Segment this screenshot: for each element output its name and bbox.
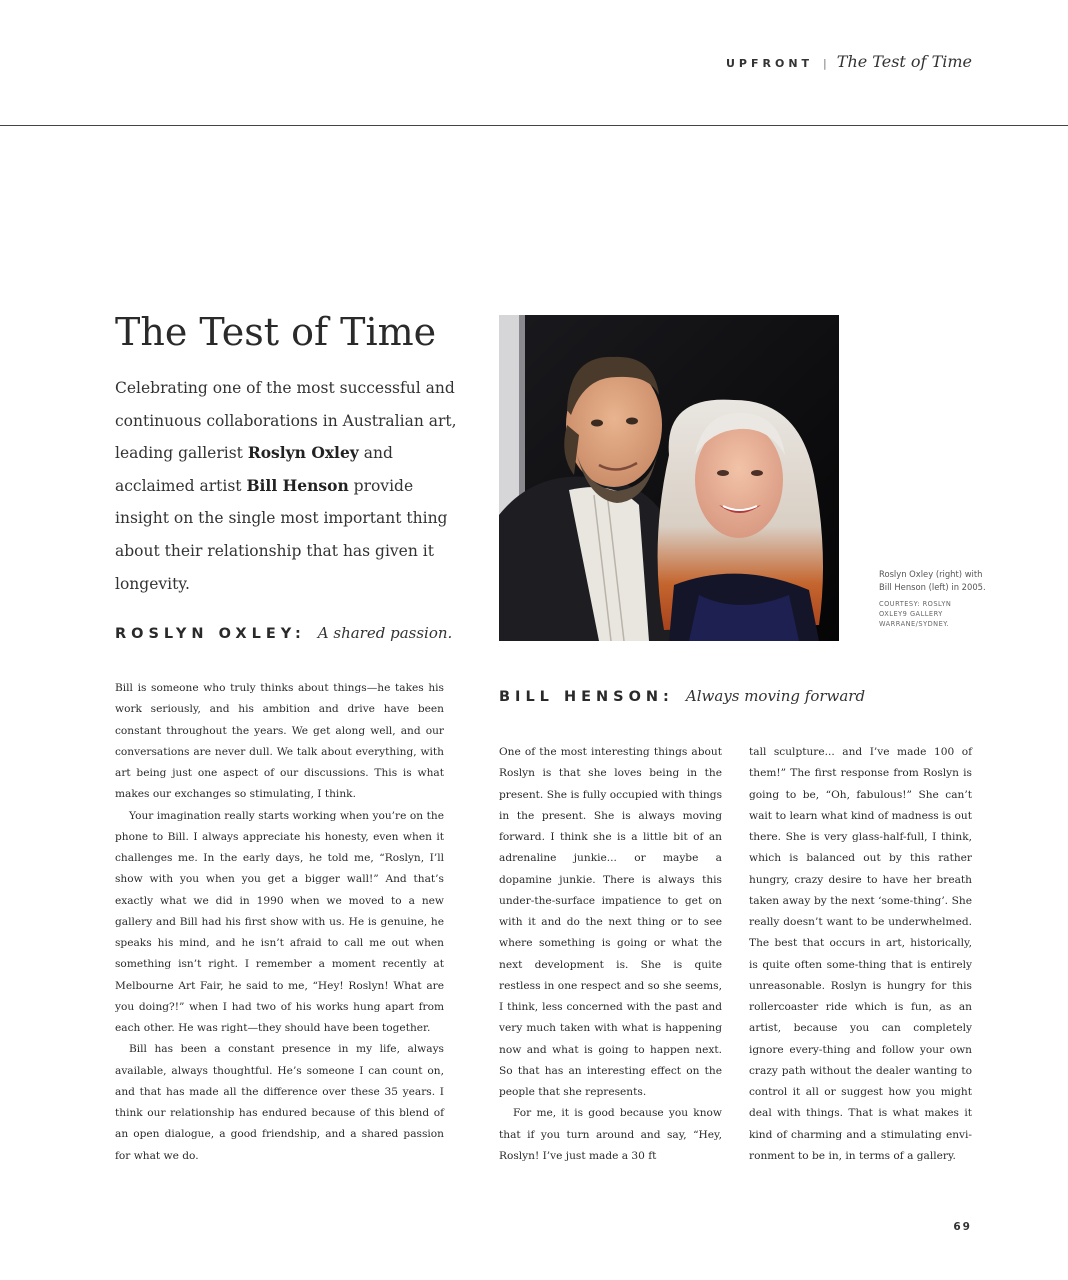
standfirst-name-bill: Bill Henson (246, 475, 349, 495)
article-title: The Test of Time (115, 310, 437, 354)
roslyn-paragraph-2: Your imagination really starts working when you’re on the phone to Bill. I always appreciate his honesty, even when it challenges me. In the early days, he told me, “Roslyn, I’ll show with you when you get a bigger wall!” And that’s exactly what we did in 1990 when we moved to a new gallery and Bill had his first show with us. He is genuine, he speaks his mind, and he isn’t afraid to call me out when something isn’t right. I remember a moment recently at Melbourne Art Fair, he said to me, “Hey! Roslyn! What are you doing?!” when I had two of his works hung apart from each other. He was right—they should have been together. (115, 809, 444, 1034)
roslyn-subhead-name: ROSLYN OXLEY: (115, 626, 306, 642)
photo-caption-text: Roslyn Oxley (right) with Bill Henson (left) in 2005. (879, 569, 986, 592)
standfirst-text-3: provide insight on the single most important thing about their relationship that has given it longevity. (115, 476, 448, 593)
photo-caption (879, 568, 989, 629)
bill-paragraph-1: One of the most interesting things about Roslyn is that she loves being in the present. She is fully occupied with things in the present. She is always moving forward. I think she is a little bit of an adrenaline junkie... or maybe a dopamine junkie. There is always this under-the-surface impatience to get on with it and do the next thing or to see where something is going or what the next development is. She is quite restless in one respect and so she seems, I think, less concerned with the past and very much taken with what is happening now and what is going to happen next. So that has an interesting effect on the people that she represents. (499, 746, 722, 1098)
bill-paragraph-2-continued: tall sculpture... and I’ve made 100 of them!” The first response from Roslyn is going to be, “Oh, fabulous!” She can’t wait to learn what kind of madness is out there. She is very glass-half-full, I think, which is balanced out by this rather hungry, crazy desire to have her breath taken away by the next ‘some-thing’. She really doesn’t want to be underwhelmed. The best that occurs in art, historically, is quite often some-thing that is entirely unreasonable. Roslyn is hungry for this rollercoaster ride which is fun, as an artist, because you can completely ignore every-thing and follow your own crazy path without the dealer wanting to control it all or suggest how you might deal with things. That is what makes it kind of charming and a stimulating envi-ronment to be in, in terms of a gallery. (749, 746, 972, 1162)
running-head-section: UPFRONT (726, 57, 814, 70)
roslyn-subhead (115, 624, 452, 642)
bill-subhead-name: BILL HENSON: (499, 689, 674, 705)
standfirst (115, 372, 460, 600)
running-head-separator: | (823, 57, 827, 70)
roslyn-body-column (115, 678, 444, 1167)
standfirst-name-roslyn: Roslyn Oxley (247, 443, 359, 463)
roslyn-paragraph-3: Bill has been a constant presence in my life, always available, always thoughtful. He’s someone I can count on, and that has made all the difference over these 35 years. I think our relationship has endured because of this blend of an open dialogue, a good friendship, and a shared passion for what we do. (115, 1043, 444, 1162)
roslyn-subhead-tagline: A shared passion. (317, 624, 453, 642)
bill-paragraph-2: For me, it is good because you know that if you turn around and say, “Hey, Roslyn! I’ve just made a 30 ft (499, 1107, 722, 1162)
bill-body-column-1 (499, 742, 722, 1167)
photo-credit: COURTESY: ROSLYN OXLEY9 GALLERY WARRANE/SYDNEY. (879, 600, 952, 628)
bill-body-column-2 (749, 742, 972, 1167)
page-number: 69 (953, 1221, 972, 1233)
header-rule (0, 125, 1068, 126)
bill-subhead-tagline: Always moving forward (685, 687, 866, 705)
standfirst-text-1: Celebrating one of the most successful and continuous collaborations in Australian art, leading gallerist (115, 379, 457, 463)
running-head-title: The Test of Time (836, 52, 972, 71)
roslyn-paragraph-1: Bill is someone who truly thinks about things—he takes his work seriously, and his ambition and drive have been constant throughout the years. We get along well, and our conversations are never dull. We talk about everything, with art being just one aspect of our discussions. This is what makes our exchanges so stimulating, I think. (115, 682, 444, 801)
running-head (726, 52, 972, 71)
standfirst-text-2: and acclaimed artist (115, 444, 393, 495)
portrait-illustration (499, 315, 839, 641)
portrait-photo (499, 315, 839, 641)
bill-subhead (499, 687, 865, 705)
